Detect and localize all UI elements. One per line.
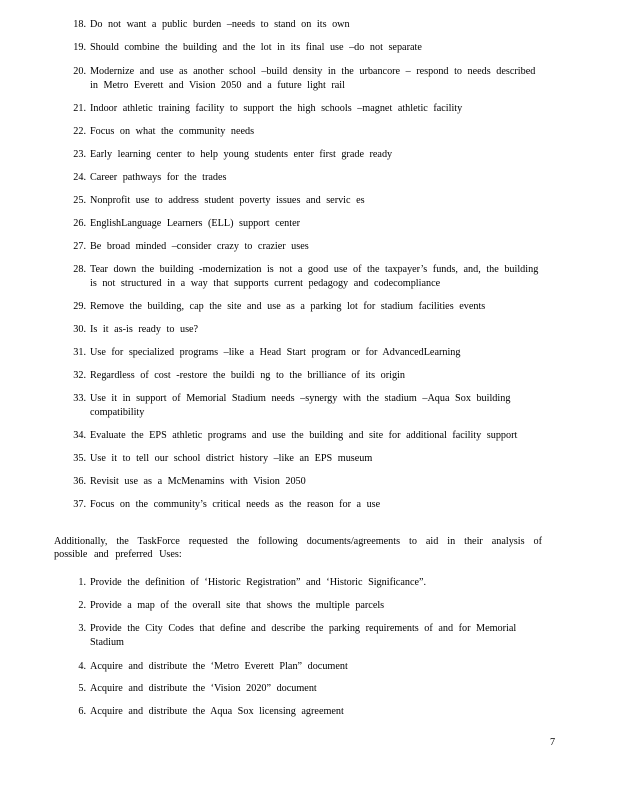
item-number: 20. — [73, 66, 86, 77]
item-number: 3. — [78, 623, 86, 634]
item-number: 35. — [73, 453, 86, 464]
item-number: 29. — [73, 301, 86, 312]
item-text: EnglishLanguage Learners (ELL) support center — [90, 218, 301, 229]
item-text: Provide a map of the overall site that shows the multiple parcels — [90, 600, 385, 611]
item-text: Focus on the community’s critical needs as the reason for a use — [90, 499, 381, 510]
item-text: Remove the building, cap the site and use as a parking lot for stadium facilities events — [90, 301, 486, 312]
item-text: Do not want a public burden –needs to stand on its own — [90, 19, 350, 30]
item-text: Provide the City Codes that define and describe the parking requirements of and for Memorial Stadium — [90, 623, 517, 648]
item-number: 1. — [78, 577, 86, 588]
item-text: Regardless of cost -restore the buildi ng to the brilliance of its origin — [90, 370, 405, 381]
item-text: Acquire and distribute the ‘Vision 2020” document — [90, 683, 317, 694]
item-number: 18. — [73, 19, 86, 30]
item-number: 22. — [73, 126, 86, 137]
item-number: 19. — [73, 42, 86, 53]
item-number: 30. — [73, 324, 86, 335]
item-number: 27. — [73, 241, 86, 252]
item-text: Should combine the building and the lot in its final use –do not separate — [90, 42, 422, 53]
item-text: Career pathways for the trades — [90, 172, 227, 183]
item-number: 4. — [78, 661, 86, 672]
item-text: Be broad minded –consider crazy to crazier uses — [90, 241, 309, 252]
item-text: Tear down the building -modernization is not a good use of the taxpayer’s funds, and, the building is not structured in a way that supports current pedagogy and codecompliance — [90, 264, 539, 289]
item-text: Modernize and use as another school –build density in the urbancore – respond to needs described in Metro Everett and Vision 2050 and a future light rail — [90, 66, 536, 91]
item-number: 6. — [78, 706, 86, 717]
item-text: Focus on what the community needs — [90, 126, 255, 137]
item-text: Acquire and distribute the ‘Metro Everett Plan” document — [90, 661, 348, 672]
item-number: 5. — [78, 683, 86, 694]
item-text: Is it as-is ready to use? — [90, 324, 199, 335]
item-text: Use it to tell our school district history –like an EPS museum — [90, 453, 373, 464]
item-text: Evaluate the EPS athletic programs and use the building and site for additional facility support — [90, 430, 518, 441]
item-number: 33. — [73, 393, 86, 404]
taskforce-request-paragraph: Additionally, the TaskForce requested the following documents/agreements to aid in their analysis of possible and preferred Uses: — [54, 536, 542, 560]
item-number: 37. — [73, 499, 86, 510]
item-text: Nonprofit use to address student poverty issues and servic es — [90, 195, 365, 206]
item-number: 28. — [73, 264, 86, 275]
item-text: Use for specialized programs –like a Head Start program or for AdvancedLearning — [90, 347, 461, 358]
item-number: 34. — [73, 430, 86, 441]
item-number: 24. — [73, 172, 86, 183]
item-number: 31. — [73, 347, 86, 358]
item-number: 26. — [73, 218, 86, 229]
item-text: Provide the definition of ‘Historic Registration” and ‘Historic Significance”. — [90, 577, 427, 588]
item-text: Revisit use as a McMenamins with Vision 2050 — [90, 476, 306, 487]
item-text: Use it in support of Memorial Stadium needs –synergy with the stadium –Aqua Sox building compatibility — [90, 393, 511, 418]
item-number: 36. — [73, 476, 86, 487]
item-number: 21. — [73, 103, 86, 114]
item-number: 23. — [73, 149, 86, 160]
item-text: Acquire and distribute the Aqua Sox licensing agreement — [90, 706, 344, 717]
item-number: 25. — [73, 195, 86, 206]
page-number: 7 — [550, 737, 556, 748]
item-number: 32. — [73, 370, 86, 381]
item-text: Early learning center to help young students enter first grade ready — [90, 149, 393, 160]
item-text: Indoor athletic training facility to support the high schools –magnet athletic facility — [90, 103, 463, 114]
item-number: 2. — [78, 600, 86, 611]
